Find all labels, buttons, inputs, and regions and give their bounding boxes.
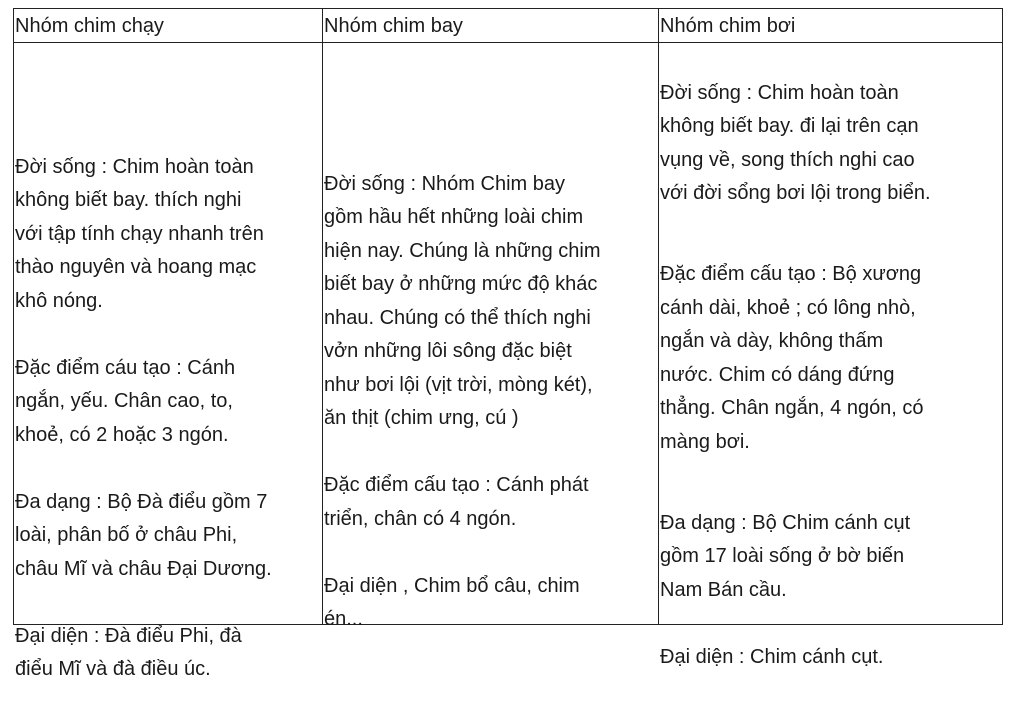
- column-flying-birds: [323, 9, 659, 630]
- comparison-table: [13, 8, 1003, 680]
- paragraph-living: Đời sống : Nhóm Chim bay gồm hầu hết những loài chim hiện nay. Chúng là những chim biết bay ở những mức độ khác nhau. Chúng có thể thích nghi vởn những lôi sông đặc biệt như bơi lội (vịt trời, mòng két), ăn thịt (chim ưng, cú ): [324, 172, 601, 429]
- column-header-running-birds: Nhóm chim chạy: [14, 9, 322, 43]
- column-body-swimming-birds: [660, 43, 1000, 708]
- paragraph-diversity: Đa dạng : Bộ Đà điểu gồm 7 loài, phân bố ở châu Phi, châu Mĩ và châu Đại Dương.: [15, 490, 272, 580]
- column-running-birds: [14, 9, 323, 680]
- paragraph-structure: Đặc điểm cấu tạo : Bộ xương cánh dài, khoẻ ; có lông nhò, ngắn và dày, không thấm nước. Chim có dáng đứng thẳng. Chân ngắn, 4 ngón, có màng bơi.: [660, 263, 924, 453]
- paragraph-living: Đời sống : Chim hoàn toàn không biết bay. đi lại trên cạn vụng về, song thích nghi cao với đời sổng bơi lội trong biển.: [660, 81, 931, 204]
- paragraph-representatives: Đại diện : Chim cánh cụt.: [660, 645, 884, 668]
- paragraph-structure: Đặc điểm cáu tạo : Cánh ngắn, yếu. Chân cao, to, khoẻ, có 2 hoặc 3 ngón.: [15, 356, 236, 446]
- column-header-swimming-birds: Nhóm chim bơi: [659, 9, 1002, 43]
- paragraph-diversity: Đa dạng : Bộ Chim cánh cụt gồm 17 loài sống ở bờ biến Nam Bán cầu.: [660, 511, 911, 601]
- column-body-flying-birds: [324, 134, 656, 670]
- column-body-running-birds: [15, 117, 320, 720]
- paragraph-structure: Đặc điểm cấu tạo : Cánh phát triển, chân có 4 ngón.: [324, 474, 589, 530]
- paragraph-representatives: Đại diện : Đà điểu Phi, đà điểu Mĩ và đà điều úc.: [15, 624, 242, 680]
- column-swimming-birds: [659, 9, 1002, 668]
- column-header-flying-birds: Nhóm chim bay: [323, 9, 658, 43]
- paragraph-representatives: Đại diện , Chim bổ câu, chim én...: [324, 574, 580, 630]
- paragraph-living: Đời sống : Chim hoàn toàn không biết bay. thích nghi với tập tính chạy nhanh trên thào nguyên và hoang mạc khô nóng.: [15, 155, 264, 312]
